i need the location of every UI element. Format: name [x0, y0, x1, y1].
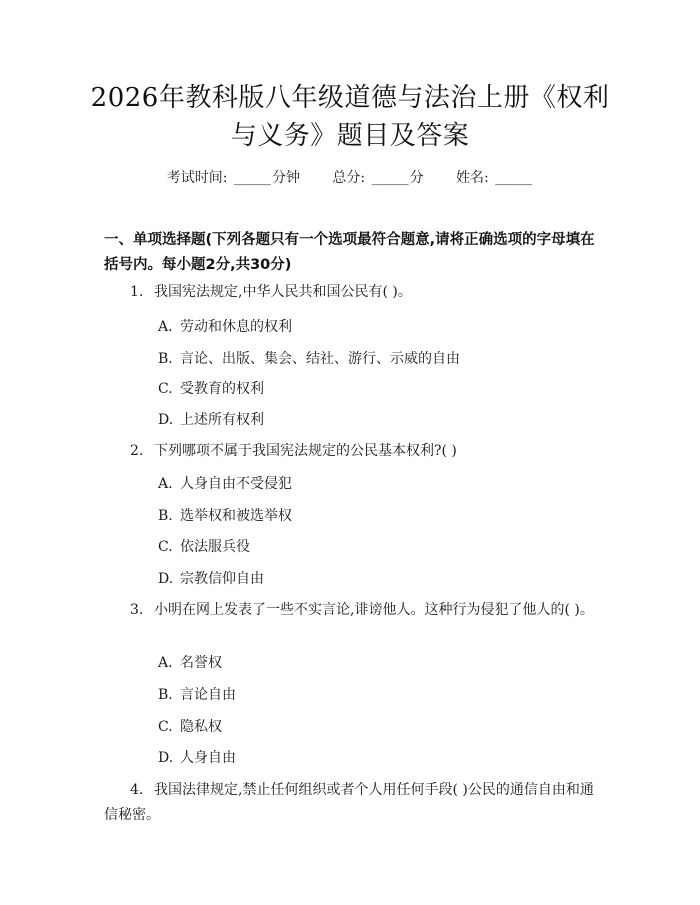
exam-time-field [167, 168, 300, 188]
exam-time-label: 考试时间: [166, 170, 228, 186]
question-2-option-b [158, 505, 598, 527]
option-letter: C. [158, 539, 173, 555]
question-2 [104, 439, 594, 464]
question-3-option-b [158, 684, 598, 706]
question-3 [104, 598, 594, 623]
question-1 [104, 280, 594, 305]
question-2-option-d [158, 568, 598, 590]
student-name-label: 姓名: [456, 170, 489, 186]
total-score-label: 总分: [332, 170, 366, 186]
question-1-option-d [158, 409, 598, 431]
option-letter: C. [158, 381, 173, 397]
question-1-option-c [158, 378, 598, 400]
option-letter: B. [158, 351, 173, 367]
question-text: 下列哪项不属于我国宪法规定的公民基本权利?( ) [154, 443, 457, 459]
total-score-unit: 分 [409, 170, 424, 186]
question-number: 2. [130, 443, 144, 459]
section-heading: 一、单项选择题(下列各题只有一个选项最符合题意,请将正确选项的字母填在括号内。每小题2分,共30分) [104, 232, 595, 273]
question-4 [104, 778, 594, 828]
total-score-blank: ______ [371, 170, 408, 186]
option-text: 受教育的权利 [180, 381, 264, 397]
question-text: 我国宪法规定,中华人民共和国公民有( )。 [154, 284, 412, 300]
exam-time-unit: 分钟 [271, 170, 300, 186]
option-letter: D. [158, 412, 174, 428]
question-1-option-a [158, 316, 598, 338]
option-letter: A. [158, 319, 173, 335]
option-text: 名誉权 [180, 655, 222, 671]
question-2-option-c [158, 536, 598, 558]
student-name-field [456, 168, 533, 188]
option-letter: C. [158, 719, 173, 735]
question-3-option-d [158, 747, 598, 769]
question-3-option-c [158, 716, 598, 738]
total-score-field [332, 168, 423, 188]
page-title-line-1: 2026年教科版八年级道德与法治上册《权利 [90, 83, 610, 113]
exam-time-blank: ______ [233, 170, 270, 186]
option-text: 人身自由不受侵犯 [180, 476, 292, 492]
option-text: 上述所有权利 [180, 412, 264, 428]
student-name-blank: ______ [495, 170, 532, 186]
question-3-option-a [158, 652, 598, 674]
option-letter: D. [158, 571, 174, 587]
option-letter: A. [158, 655, 173, 671]
question-text: 我国法律规定,禁止任何组织或者个人用任何手段( )公民的通信自由和通信秘密。 [104, 782, 594, 823]
option-text: 宗教信仰自由 [180, 571, 264, 587]
option-letter: A. [158, 476, 173, 492]
question-text: 小明在网上发表了一些不实言论,诽谤他人。这种行为侵犯了他人的( )。 [154, 602, 594, 618]
question-number: 4. [130, 782, 144, 798]
option-text: 言论自由 [180, 687, 236, 703]
option-letter: B. [158, 687, 173, 703]
option-letter: B. [158, 508, 173, 524]
exam-info-bar [0, 168, 700, 188]
option-text: 隐私权 [180, 719, 222, 735]
option-text: 人身自由 [180, 750, 236, 766]
question-number: 3. [130, 602, 144, 618]
option-text: 依法服兵役 [180, 539, 250, 555]
option-text: 劳动和休息的权利 [180, 319, 292, 335]
question-1-option-b [158, 348, 598, 370]
option-text: 言论、出版、集会、结社、游行、示威的自由 [180, 351, 460, 367]
page-title-line-2: 与义务》题目及答案 [230, 121, 470, 151]
option-letter: D. [158, 750, 174, 766]
question-2-option-a [158, 473, 598, 495]
option-text: 选举权和被选举权 [180, 508, 292, 524]
question-number: 1. [130, 284, 144, 300]
